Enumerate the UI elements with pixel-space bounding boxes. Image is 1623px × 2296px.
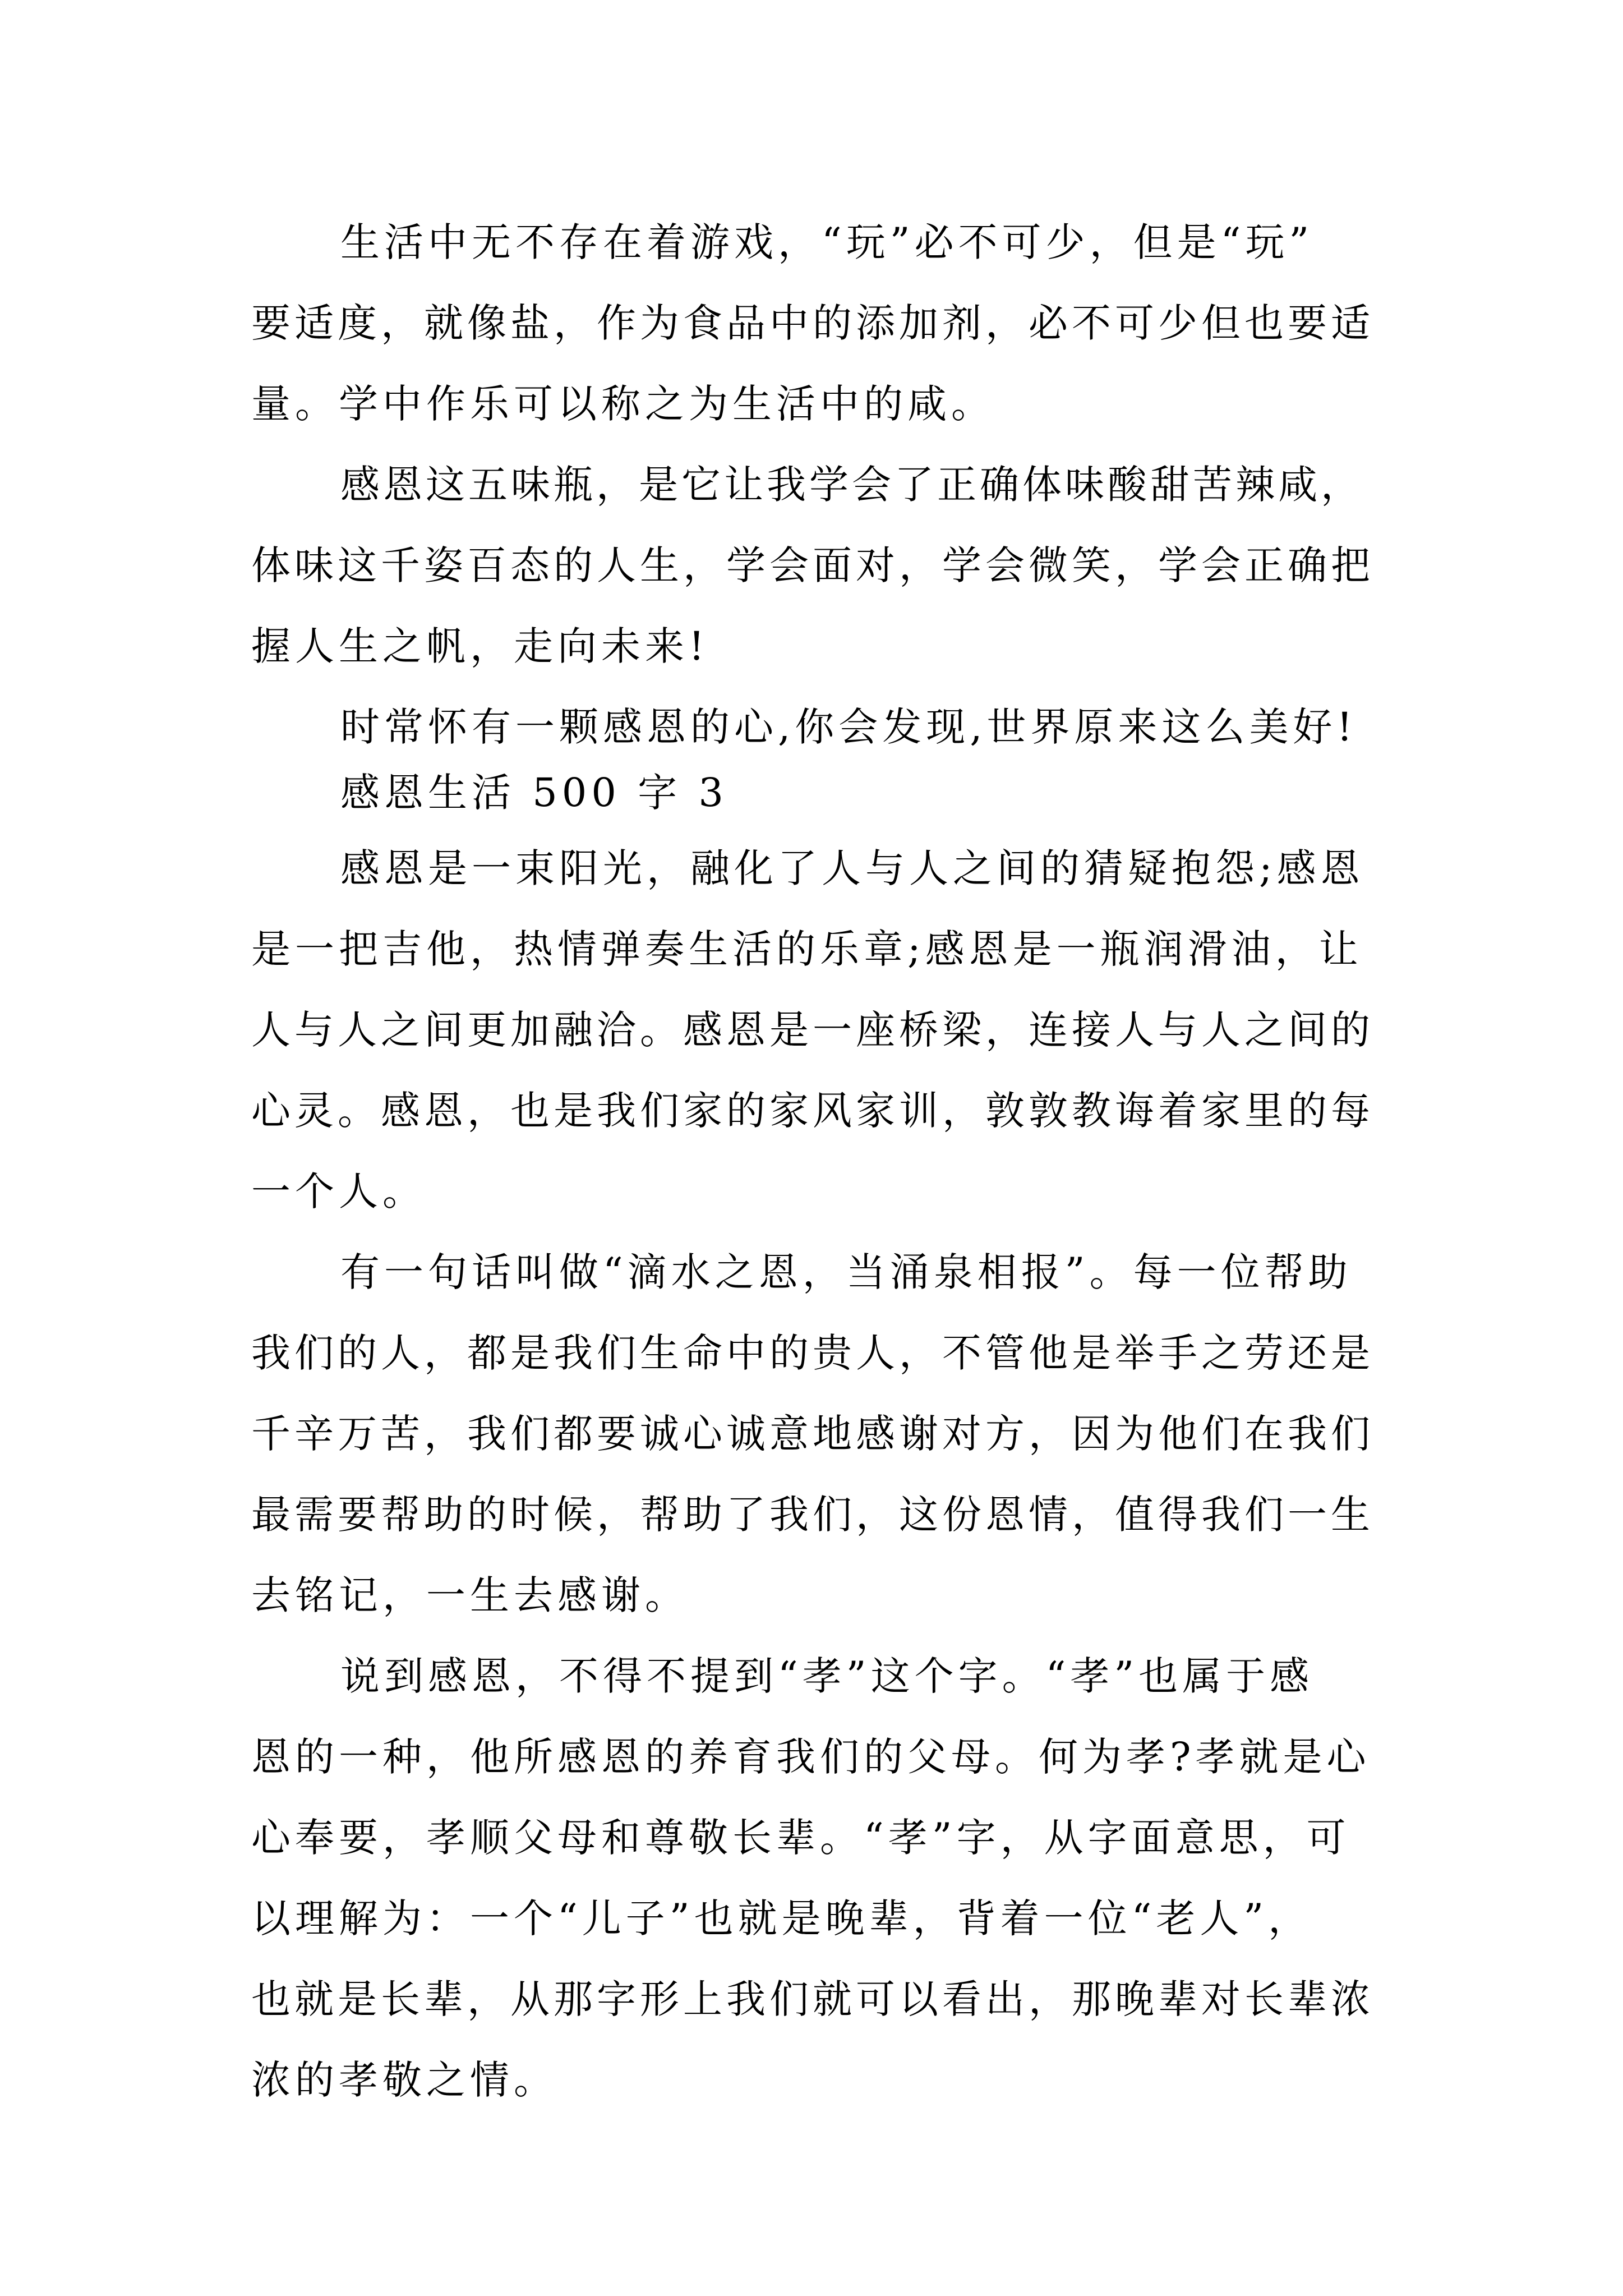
- heading-text: 感恩生活 500 字 3: [340, 770, 728, 816]
- text-line: 心奉要，孝顺父母和尊敬长辈。“孝”字，从字面意思，可: [251, 1815, 1350, 1861]
- text-line: 是一把吉他，热情弹奏生活的乐章;感恩是一瓶润滑油，让: [251, 926, 1363, 972]
- text-line: 握人生之帆，走向未来!: [251, 623, 709, 669]
- text-line: 感恩这五味瓶，是它让我学会了正确体味酸甜苦辣咸，: [340, 462, 1363, 508]
- text-line: 人与人之间更加融洽。感恩是一座桥梁，连接人与人之间的: [251, 1007, 1374, 1053]
- text-line: 恩的一种，他所感恩的养育我们的父母。何为孝?孝就是心: [251, 1734, 1371, 1780]
- text-line: 说到感恩，不得不提到“孝”这个字。“孝”也属于感: [340, 1653, 1314, 1699]
- text-line: 以理解为：一个“儿子”也就是晚辈，背着一位“老人”，: [251, 1895, 1312, 1941]
- text-line: 有一句话叫做“滴水之恩，当涌泉相报”。每一位帮助: [340, 1249, 1352, 1295]
- text-line: 时常怀有一颗感恩的心,你会发现,世界原来这么美好!: [340, 704, 1357, 750]
- text-line: 也就是长辈，从那字形上我们就可以看出，那晚辈对长辈浓: [251, 1976, 1374, 2022]
- text-line: 心灵。感恩，也是我们家的家风家训，敦敦教诲着家里的每: [251, 1088, 1374, 1134]
- text-line: 千辛万苦，我们都要诚心诚意地感谢对方，因为他们在我们: [251, 1411, 1374, 1457]
- text-line: 一个人。: [251, 1168, 426, 1214]
- text-line: 生活中无不存在着游戏，“玩”必不可少，但是“玩”: [340, 219, 1314, 265]
- text-line: 我们的人，都是我们生命中的贵人，不管他是举手之劳还是: [251, 1330, 1374, 1376]
- text-line: 浓的孝敬之情。: [251, 2057, 557, 2103]
- text-line: 感恩是一束阳光，融化了人与人之间的猜疑抱怨;感恩: [340, 845, 1364, 891]
- text-line: 最需要帮助的时候，帮助了我们，这份恩情，值得我们一生: [251, 1492, 1374, 1538]
- text-line: 要适度，就像盐，作为食品中的添加剂，必不可少但也要适: [251, 300, 1374, 346]
- text-line: 量。学中作乐可以称之为生活中的咸。: [251, 381, 995, 427]
- text-line: 去铭记，一生去感谢。: [251, 1572, 689, 1618]
- text-line: 体味这千姿百态的人生，学会面对，学会微笑，学会正确把: [251, 542, 1374, 588]
